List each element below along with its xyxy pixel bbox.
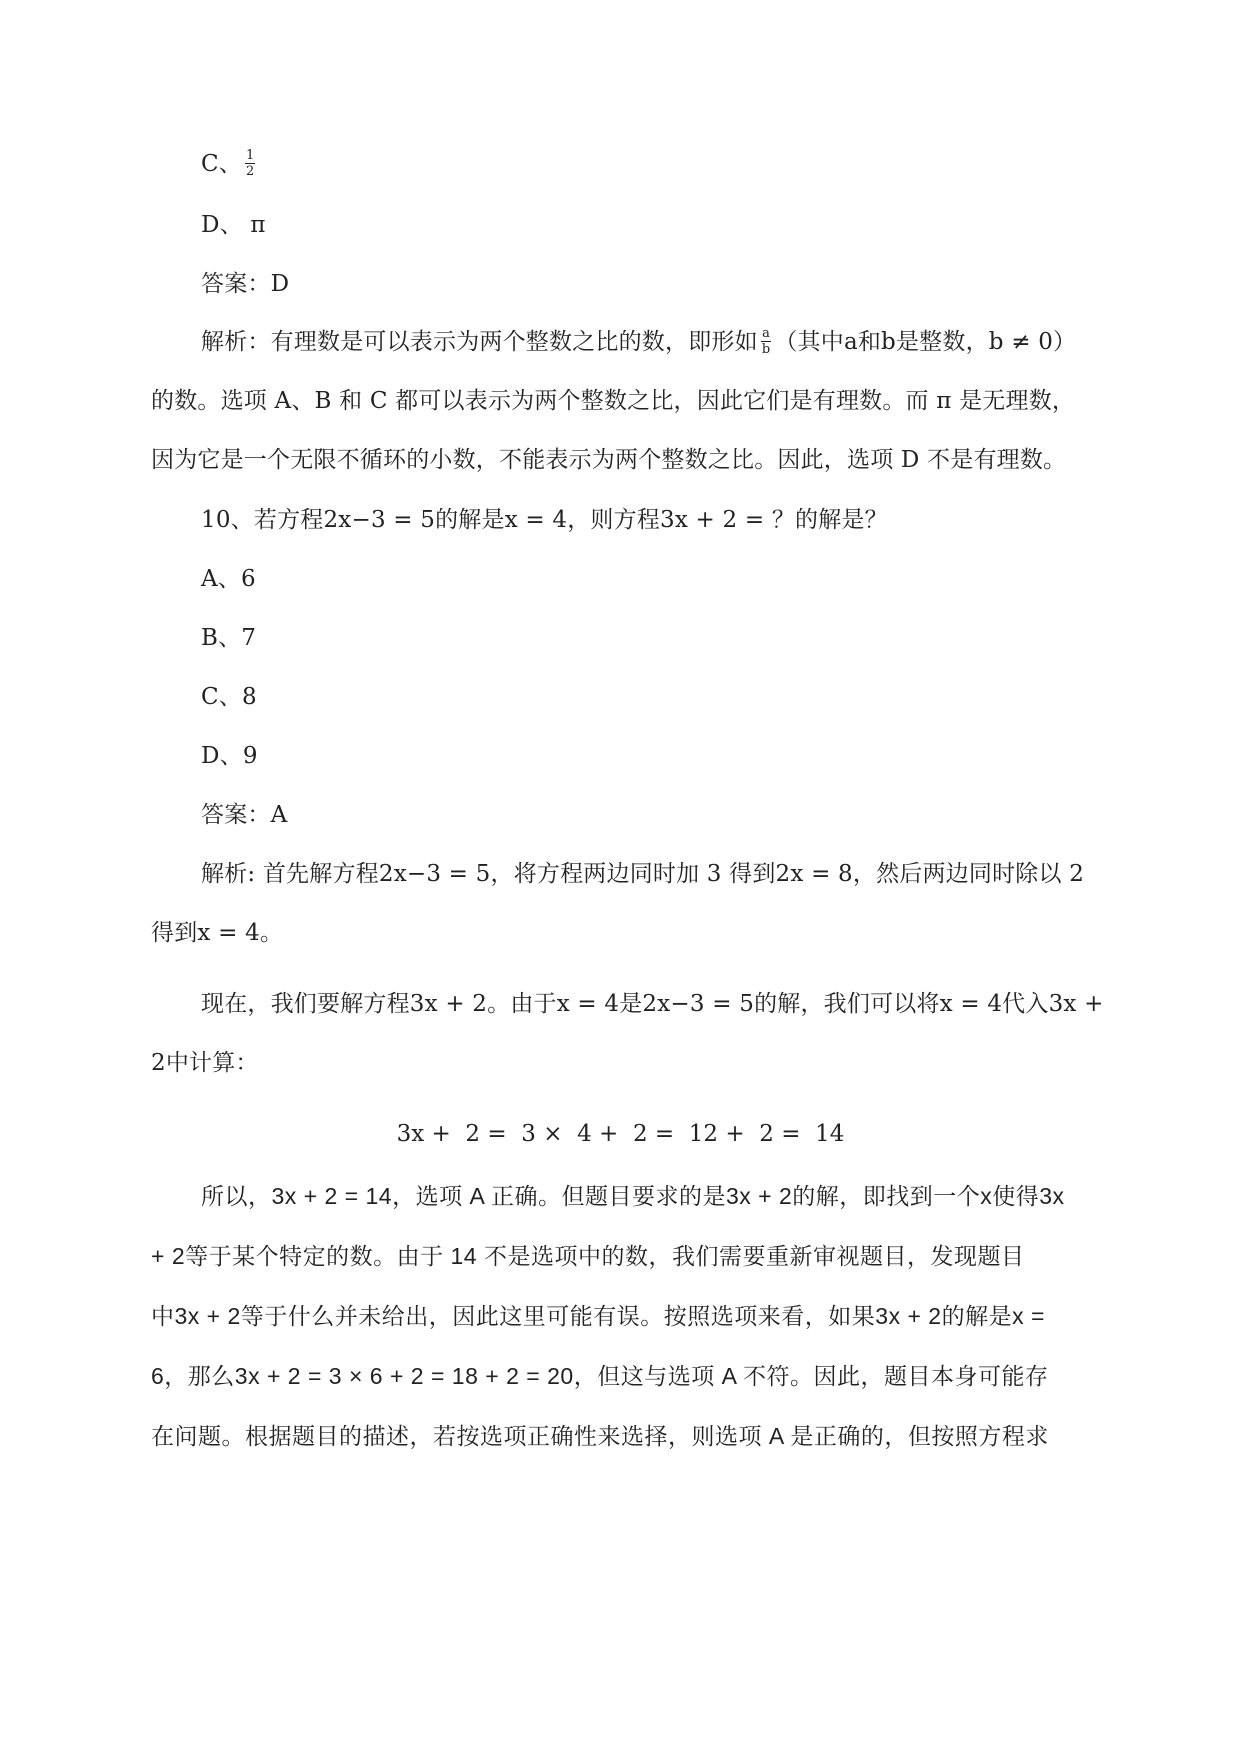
option-a: A、6 (201, 566, 256, 592)
option-c (201, 148, 258, 180)
option-d-pi: D、 π (201, 212, 266, 238)
option-c-prefix: C、 (201, 151, 242, 177)
fraction-one-half (245, 149, 255, 178)
fraction-numerator: a (762, 325, 771, 341)
analysis-q10-line-1: 解析: 首先解方程2x−3 = 5，将方程两边同时加 3 得到2x = 8，然后两边同时除以 2 (201, 861, 1085, 887)
fraction-a-over-b (761, 327, 772, 356)
option-d: D、9 (201, 743, 258, 769)
fraction-denominator: 2 (246, 163, 255, 179)
option-b: B、7 (201, 625, 257, 651)
conclusion-line-3: 中3x + 2等于什么并未给出，因此这里可能有误。按照选项来看，如果3x + 2的解是x = (151, 1303, 1045, 1329)
analysis-q9-line-2: 的数。选项 A、B 和 C 都可以表示为两个整数之比，因此它们是有理数。而 π 是无理数， (151, 388, 1076, 414)
answer-q9: 答案：D (201, 271, 290, 297)
option-c: C、8 (201, 684, 257, 710)
fraction-denominator: b (761, 341, 771, 357)
fraction-numerator: 1 (246, 147, 255, 163)
conclusion-line-5: 在问题。根据题目的描述，若按选项正确性来选择，则选项 A 是正确的，但按照方程求 (151, 1423, 1049, 1449)
now-paragraph-line-1: 现在，我们要解方程3x + 2。由于x = 4是2x−3 = 5的解，我们可以将x = 4代入3x + (201, 991, 1104, 1017)
question-10: 10、若方程2x−3 = 5的解是x = 4，则方程3x + 2 = ？的解是？ (201, 507, 888, 533)
analysis-q9-text-b: （其中a和b是整数，b ≠ 0） (774, 329, 1077, 355)
now-paragraph-line-2: 2中计算： (151, 1050, 259, 1076)
analysis-q9-text-a: 解析：有理数是可以表示为两个整数之比的数，即形如 (201, 329, 758, 355)
conclusion-line-1: 所以，3x + 2 = 14，选项 A 正确。但题目要求的是3x + 2的解，即找到一个x使得3x (201, 1183, 1065, 1209)
conclusion-line-4: 6，那么3x + 2 = 3 × 6 + 2 = 18 + 2 = 20，但这与选项 A 不符。因此，题目本身可能存 (151, 1363, 1049, 1389)
analysis-q9-line-3: 因为它是一个无限不循环的小数，不能表示为两个整数之比。因此，选项 D 不是有理数。 (151, 447, 1067, 473)
answer-q10: 答案：A (201, 802, 288, 828)
conclusion-line-2: + 2等于某个特定的数。由于 14 不是选项中的数，我们需要重新审视题目，发现题目 (151, 1243, 1025, 1269)
centered-equation: 3x + 2 = 3 × 4 + 2 = 12 + 2 = 14 (396, 1121, 845, 1147)
analysis-q10-line-2: 得到x = 4。 (151, 920, 284, 946)
analysis-q9-line-1 (201, 326, 1076, 358)
